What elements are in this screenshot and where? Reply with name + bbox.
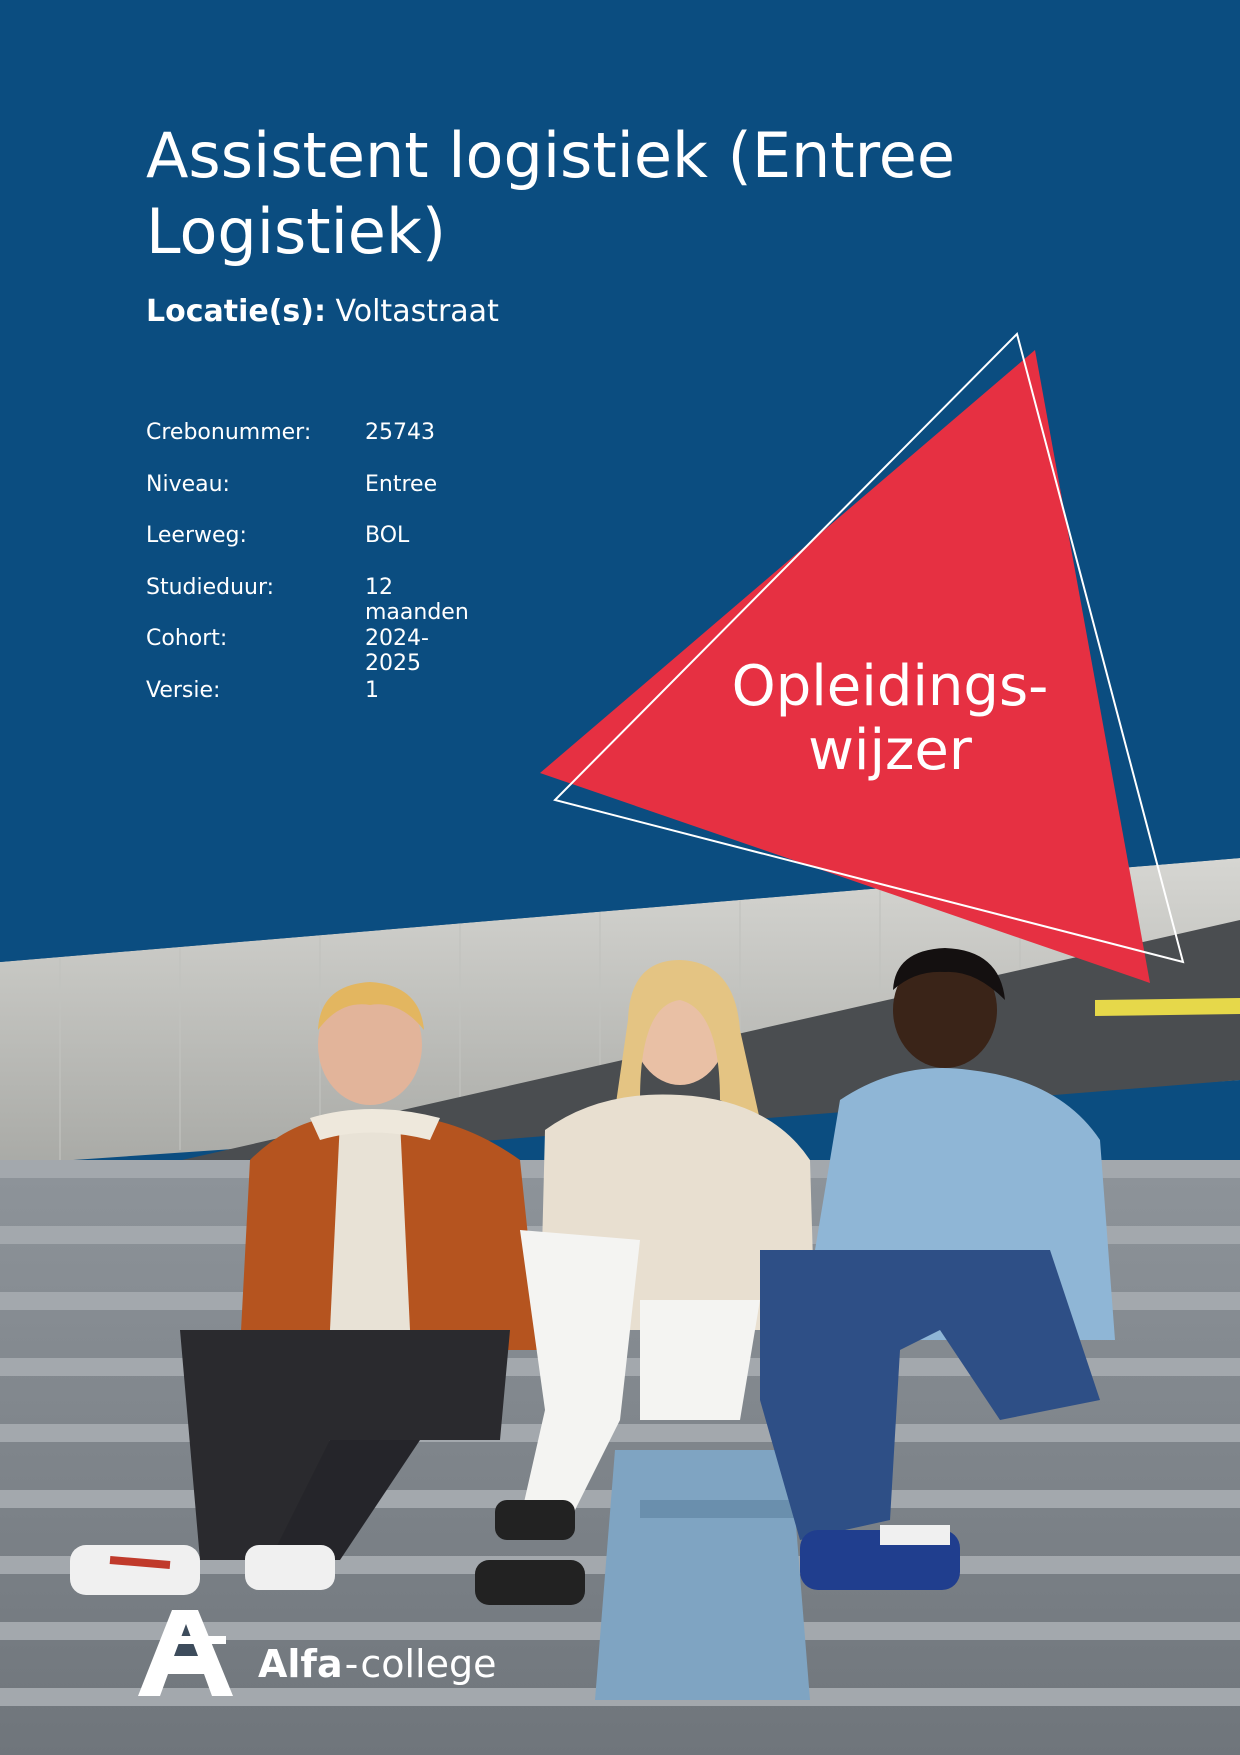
detail-value: 25743 [365, 420, 435, 445]
location-value: Voltastraat [335, 294, 499, 329]
badge-line-2: wijzer [808, 718, 972, 783]
page-title: Assistent logistiek (Entree Logistiek) [146, 119, 956, 268]
logo-text [258, 1642, 496, 1686]
opleidingswijzer-badge [700, 655, 1080, 783]
logo-brand: Alfa [258, 1642, 343, 1686]
detail-label: Leerweg: [146, 523, 247, 548]
detail-label: Niveau: [146, 471, 230, 497]
logo-separator: - [344, 1642, 359, 1686]
alfa-college-logo [136, 1606, 536, 1702]
detail-label: Cohort: [146, 626, 228, 651]
detail-value: Entree [365, 471, 438, 497]
location-label: Locatie(s): [146, 294, 326, 329]
badge-line-1: Opleidings- [731, 654, 1049, 719]
detail-value: BOL [365, 523, 410, 548]
detail-label: Crebonummer: [146, 420, 312, 445]
detail-value: 2024-2025 [365, 626, 429, 676]
detail-label: Versie: [146, 677, 221, 703]
detail-value: 1 [365, 677, 379, 703]
detail-value: 12 maanden [365, 574, 469, 625]
location-line [146, 292, 499, 332]
detail-label: Studieduur: [146, 574, 275, 600]
logo-suffix: college [360, 1642, 497, 1686]
